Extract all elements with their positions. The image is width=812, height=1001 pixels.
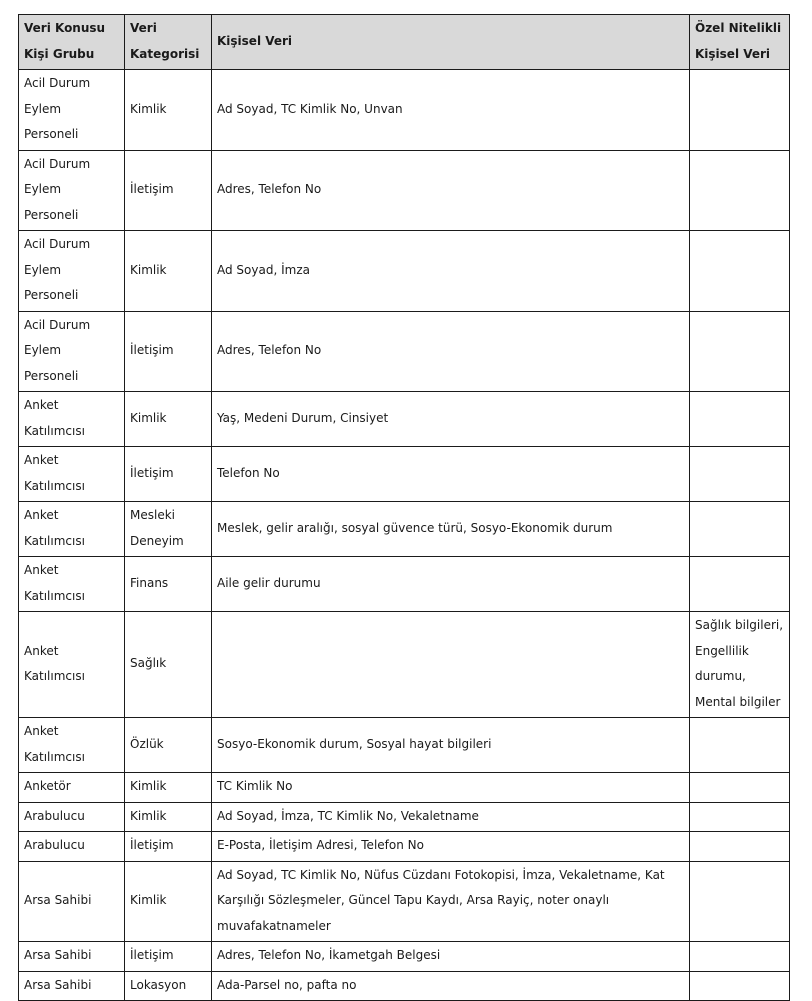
cell-personal-data: TC Kimlik No [212,773,690,803]
cell-personal-data: Adres, Telefon No [212,150,690,231]
cell-special-data [690,557,790,612]
cell-special-data [690,150,790,231]
cell-personal-data: Adres, Telefon No [212,311,690,392]
table-row [19,311,790,392]
table-row [19,502,790,557]
cell-special-data [690,832,790,862]
cell-data-category: İletişim [125,150,212,231]
table-row [19,971,790,1001]
cell-data-category: Kimlik [125,861,212,942]
cell-subject-group: Anketör [19,773,125,803]
cell-subject-group: Arabulucu [19,802,125,832]
cell-subject-group: Acil Durum Eylem Personeli [19,150,125,231]
cell-data-category: Kimlik [125,392,212,447]
cell-personal-data: Meslek, gelir aralığı, sosyal güvence türü, Sosyo-Ekonomik durum [212,502,690,557]
header-data-category: Veri Kategorisi [125,15,212,70]
cell-data-category: İletişim [125,832,212,862]
cell-subject-group: Anket Katılımcısı [19,502,125,557]
cell-subject-group: Arsa Sahibi [19,942,125,972]
cell-subject-group: Anket Katılımcısı [19,718,125,773]
cell-special-data [690,942,790,972]
cell-personal-data [212,612,690,718]
cell-data-category: İletişim [125,311,212,392]
table-row [19,861,790,942]
cell-special-data [690,718,790,773]
table-row [19,718,790,773]
cell-special-data [690,861,790,942]
cell-subject-group: Anket Katılımcısı [19,557,125,612]
cell-special-data [690,502,790,557]
table-row [19,942,790,972]
cell-subject-group: Anket Katılımcısı [19,392,125,447]
cell-subject-group: Anket Katılımcısı [19,447,125,502]
table-row [19,231,790,312]
cell-personal-data: Ad Soyad, İmza [212,231,690,312]
cell-data-category: Özlük [125,718,212,773]
cell-personal-data: Ad Soyad, TC Kimlik No, Unvan [212,70,690,151]
cell-data-category: Sağlık [125,612,212,718]
cell-personal-data: Sosyo-Ekonomik durum, Sosyal hayat bilgileri [212,718,690,773]
cell-subject-group: Arsa Sahibi [19,971,125,1001]
personal-data-inventory-table [18,14,790,1001]
table-row [19,392,790,447]
cell-data-category: İletişim [125,447,212,502]
cell-special-data [690,447,790,502]
cell-personal-data: Aile gelir durumu [212,557,690,612]
table-row [19,802,790,832]
cell-special-data [690,311,790,392]
cell-subject-group: Acil Durum Eylem Personeli [19,70,125,151]
table-header-row [19,15,790,70]
cell-data-category: Kimlik [125,773,212,803]
cell-subject-group: Arsa Sahibi [19,861,125,942]
cell-personal-data: Yaş, Medeni Durum, Cinsiyet [212,392,690,447]
table-row [19,557,790,612]
table-row [19,773,790,803]
header-subject-group: Veri Konusu Kişi Grubu [19,15,125,70]
cell-personal-data: Adres, Telefon No, İkametgah Belgesi [212,942,690,972]
header-personal-data: Kişisel Veri [212,15,690,70]
cell-subject-group: Arabulucu [19,832,125,862]
cell-data-category: Kimlik [125,802,212,832]
header-special-data: Özel Nitelikli Kişisel Veri [690,15,790,70]
cell-special-data [690,231,790,312]
cell-data-category: Kimlik [125,231,212,312]
cell-data-category: Kimlik [125,70,212,151]
cell-special-data [690,802,790,832]
cell-personal-data: Ad Soyad, TC Kimlik No, Nüfus Cüzdanı Fotokopisi, İmza, Vekaletname, Kat Karşılığı Sözleşmeler, Güncel Tapu Kaydı, Arsa Rayiç, noter onaylı muvafakatnameler [212,861,690,942]
table-row [19,447,790,502]
cell-personal-data: Ada-Parsel no, pafta no [212,971,690,1001]
cell-data-category: Mesleki Deneyim [125,502,212,557]
cell-personal-data: Telefon No [212,447,690,502]
cell-special-data [690,70,790,151]
cell-subject-group: Acil Durum Eylem Personeli [19,231,125,312]
table-body [19,70,790,1001]
cell-data-category: Lokasyon [125,971,212,1001]
table-row [19,70,790,151]
cell-special-data [690,773,790,803]
cell-subject-group: Acil Durum Eylem Personeli [19,311,125,392]
cell-data-category: Finans [125,557,212,612]
table-row [19,150,790,231]
cell-subject-group: Anket Katılımcısı [19,612,125,718]
cell-special-data [690,971,790,1001]
table-row [19,832,790,862]
cell-personal-data: Ad Soyad, İmza, TC Kimlik No, Vekaletname [212,802,690,832]
cell-special-data: Sağlık bilgileri, Engellilik durumu, Mental bilgiler [690,612,790,718]
cell-special-data [690,392,790,447]
cell-data-category: İletişim [125,942,212,972]
table-row [19,612,790,718]
cell-personal-data: E-Posta, İletişim Adresi, Telefon No [212,832,690,862]
